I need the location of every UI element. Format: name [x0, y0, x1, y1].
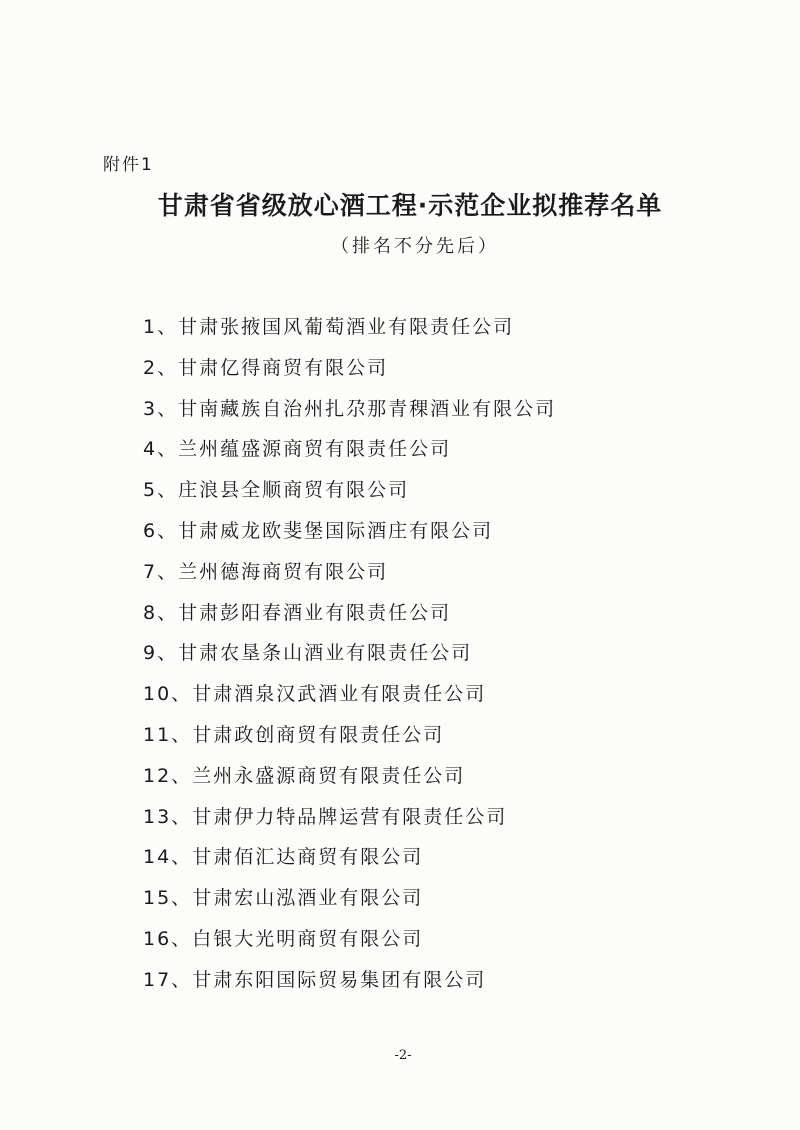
- company-item: [143, 884, 556, 925]
- company-list: [143, 313, 556, 1007]
- company-name: 甘肃亿得商贸有限公司: [178, 356, 389, 379]
- company-item: [143, 354, 556, 395]
- company-item: [143, 803, 556, 844]
- item-number: 9、: [143, 642, 179, 665]
- company-item: [143, 476, 556, 517]
- company-name: 甘肃宏山泓酒业有限公司: [192, 887, 424, 910]
- company-item: [143, 925, 556, 966]
- company-name: 兰州蕴盛源商贸有限责任公司: [178, 438, 452, 461]
- company-name: 甘肃伊力特品牌运营有限责任公司: [192, 805, 508, 828]
- company-item: [143, 762, 556, 803]
- company-name: 甘肃酒泉汉武酒业有限责任公司: [192, 683, 487, 706]
- company-item: [143, 843, 556, 884]
- item-number: 14、: [143, 846, 193, 869]
- company-item: [143, 721, 556, 762]
- company-item: [143, 517, 556, 558]
- company-name: 兰州德海商贸有限公司: [178, 560, 389, 583]
- item-number: 13、: [143, 805, 193, 828]
- company-name: 甘肃东阳国际贸易集团有限公司: [192, 968, 487, 991]
- company-name: 甘肃政创商贸有限责任公司: [192, 723, 445, 746]
- company-item: [143, 435, 556, 476]
- company-item: [143, 966, 556, 1007]
- company-item: [143, 395, 556, 436]
- company-name: 白银大光明商贸有限公司: [192, 927, 424, 950]
- company-name: 兰州永盛源商贸有限责任公司: [192, 764, 466, 787]
- company-name: 庄浪县全顺商贸有限公司: [178, 479, 410, 502]
- attachment-label: 附件1: [103, 155, 154, 175]
- item-number: 5、: [143, 479, 179, 502]
- page-number: -2-: [394, 1048, 412, 1063]
- company-name: 甘肃威龙欧斐堡国际酒庄有限公司: [178, 519, 494, 542]
- item-number: 12、: [143, 764, 193, 787]
- company-item: [143, 558, 556, 599]
- item-number: 7、: [143, 560, 179, 583]
- item-number: 10、: [143, 683, 193, 706]
- company-name: 甘肃佰汇达商贸有限公司: [192, 846, 424, 869]
- item-number: 4、: [143, 438, 179, 461]
- company-name: 甘肃张掖国风葡萄酒业有限责任公司: [178, 316, 515, 338]
- company-name: 甘肃农垦条山酒业有限责任公司: [178, 642, 473, 665]
- company-name: 甘肃彭阳春酒业有限责任公司: [178, 601, 452, 624]
- item-number: 8、: [143, 601, 179, 624]
- company-item: [143, 680, 556, 721]
- company-item: [143, 639, 556, 680]
- item-number: 15、: [143, 887, 193, 910]
- company-item: [143, 599, 556, 640]
- item-number: 1、: [143, 316, 179, 338]
- company-item: [143, 313, 556, 354]
- document-subtitle: （排名不分先后）: [331, 236, 499, 257]
- item-number: 11、: [143, 723, 193, 746]
- item-number: 6、: [143, 519, 179, 542]
- item-number: 16、: [143, 927, 193, 950]
- company-name: 甘南藏族自治州扎尕那青稞酒业有限公司: [178, 397, 557, 420]
- item-number: 3、: [143, 397, 179, 420]
- document-title: 甘肃省省级放心酒工程·示范企业拟推荐名单: [157, 191, 663, 220]
- item-number: 17、: [143, 968, 193, 991]
- item-number: 2、: [143, 356, 179, 379]
